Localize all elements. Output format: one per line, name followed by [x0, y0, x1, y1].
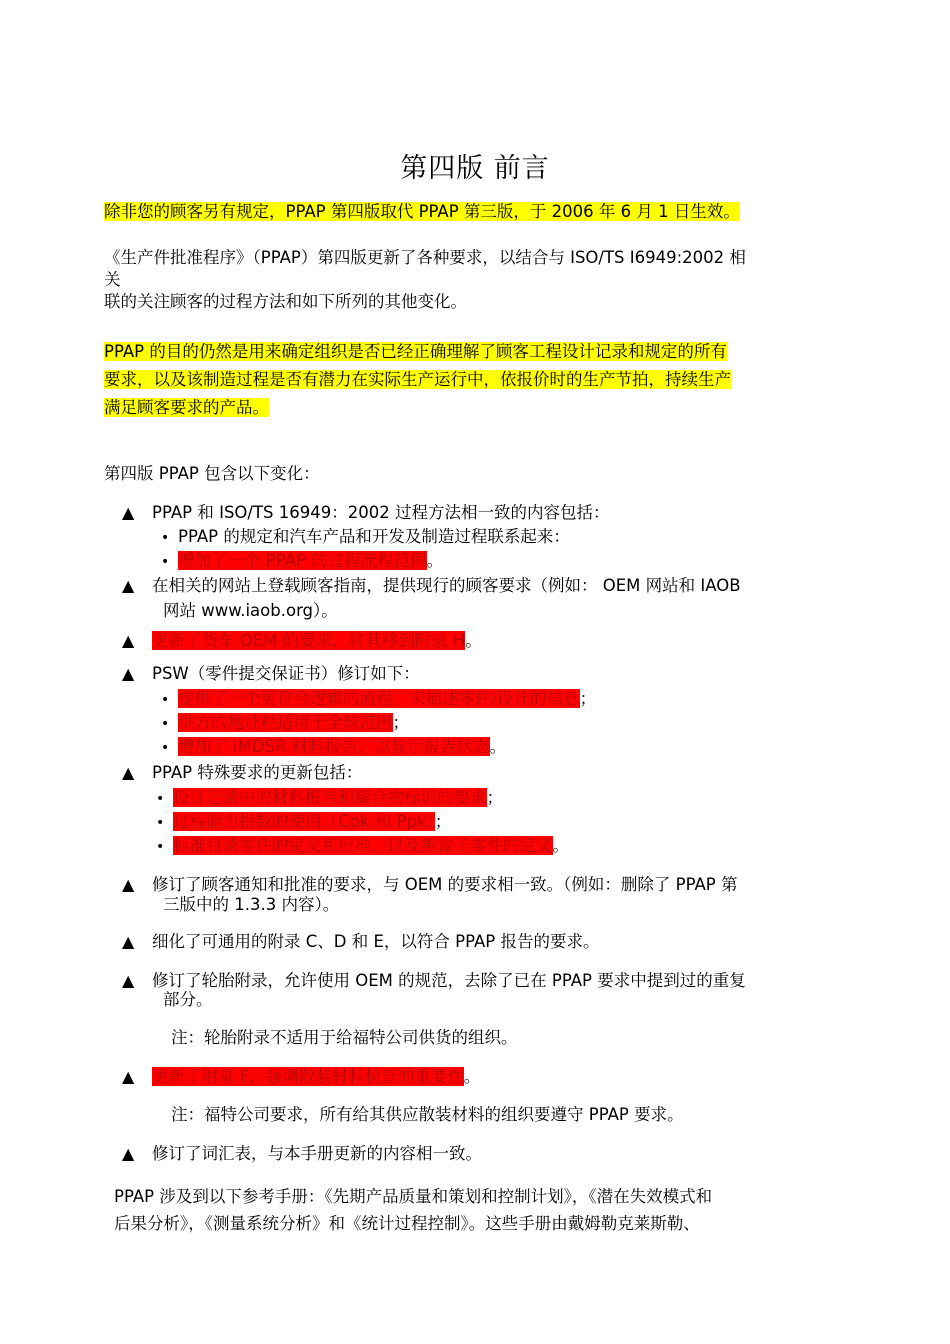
effective-date-text: 除非您的顾客另有规定，PPAP 第四版取代 PPAP 第三版，于 2006 年 6 月 1 日生效。: [104, 202, 740, 221]
note-2: 注：福特公司要求，所有给其供应散装材料的组织要遵守 PPAP 要求。: [171, 1105, 684, 1124]
punct: 。: [426, 551, 444, 570]
purpose-text-2: 要求，以及该制造过程是否有潜力在实际生产运行中，依报价时的生产节拍，持续生产: [104, 370, 731, 389]
change-item-4-sub-2: [178, 712, 409, 734]
red-highlight-text: 更新了附录 F，强调散装材料检查的重要性: [152, 1067, 464, 1086]
red-highlight-text: 更新了货车 OEM 的要求，将其移到附录 H: [152, 631, 466, 650]
triangle-bullet-icon: ▲: [122, 763, 135, 782]
punct: 。: [463, 1067, 481, 1086]
change-item-9: [152, 1066, 480, 1088]
purpose-line-2: [104, 368, 731, 392]
purpose-text-3: 满足顾客要求的产品。: [104, 398, 269, 417]
triangle-bullet-icon: ▲: [122, 932, 135, 951]
triangle-bullet-icon: ▲: [122, 503, 135, 522]
change-item-6-line-2: 三版中的 1.3.3 内容）。: [163, 895, 340, 914]
triangle-bullet-icon: ▲: [122, 576, 135, 595]
dot-bullet-icon: •: [161, 530, 170, 546]
red-highlight-text: 设计记录中的材料报告和聚合物标识的要求: [173, 788, 487, 807]
change-item-4: PSW（零件提交保证书）修订如下：: [152, 664, 420, 683]
intro-line-1: 《生产件批准程序》（PPAP）第四版更新了各种要求，以结合与 ISO/TS I6949:2002 相: [104, 248, 746, 267]
dot-bullet-icon: •: [161, 692, 170, 708]
red-highlight-text: 增加了一个 PPAP 的过程流程范例: [178, 551, 427, 570]
dot-bullet-icon: •: [161, 740, 170, 756]
dot-bullet-icon: •: [156, 791, 165, 807]
triangle-bullet-icon: ▲: [122, 875, 135, 894]
red-highlight-text: 供方的地址栏适用于全球范围: [178, 713, 393, 732]
punct: ；: [486, 788, 503, 807]
red-highlight-text: 提供了一个更符合逻辑的流程，来描述零件/设计的信息: [178, 689, 580, 708]
change-item-8-line-1: 修订了轮胎附录，允许使用 OEM 的规范，去除了已在 PPAP 要求中提到过的重复: [152, 971, 746, 990]
change-item-5-sub-3: [173, 835, 569, 857]
punct: 。: [489, 737, 507, 756]
change-item-3: [152, 630, 482, 652]
intro-line-2: 关: [104, 270, 121, 289]
punct: ；: [434, 812, 452, 831]
change-item-5: PPAP 特殊要求的更新包括：: [152, 763, 363, 782]
red-highlight-text: 增加了 IMDSR 材料报告，以显示报告状态: [178, 737, 490, 756]
change-item-4-sub-1: [178, 688, 596, 710]
change-item-5-sub-2: [173, 811, 451, 833]
punct: ；: [392, 713, 409, 732]
change-item-10: 修订了词汇表，与本手册更新的内容相一致。: [152, 1144, 482, 1163]
intro-line-3: 联的关注顾客的过程方法和如下所列的其他变化。: [104, 292, 467, 311]
effective-date-paragraph: [104, 201, 740, 223]
change-item-6-line-1: 修订了顾客通知和批准的要求，与 OEM 的要求相一致。（例如：删除了 PPAP 第: [152, 875, 738, 894]
reference-line-1: PPAP 涉及到以下参考手册：《先期产品质量和策划和控制计划》，《潜在失效模式和: [114, 1187, 713, 1206]
change-item-4-sub-3: [178, 736, 506, 758]
punct: 。: [465, 631, 482, 650]
change-item-2-line-1: 在相关的网站上登载顾客指南，提供现行的顾客要求（例如： OEM 网站和 IAOB: [152, 576, 741, 595]
triangle-bullet-icon: ▲: [122, 1067, 135, 1086]
purpose-line-3: [104, 396, 269, 420]
red-highlight-text: 标准目录零件的定义和批准，以及黑盒子零件的定义: [173, 836, 553, 855]
triangle-bullet-icon: ▲: [122, 631, 135, 650]
changes-intro: 第四版 PPAP 包含以下变化：: [104, 464, 320, 483]
note-1: 注：轮胎附录不适用于给福特公司供货的组织。: [171, 1028, 518, 1047]
punct: 。: [552, 836, 569, 855]
change-item-2-line-2: 网站 www.iaob.org）。: [163, 601, 338, 620]
triangle-bullet-icon: ▲: [122, 971, 135, 990]
dot-bullet-icon: •: [161, 554, 170, 570]
purpose-line-1: [104, 340, 727, 364]
purpose-text-1: PPAP 的目的仍然是用来确定组织是否已经正确理解了顾客工程设计记录和规定的所有: [104, 342, 727, 361]
dot-bullet-icon: •: [161, 716, 170, 732]
dot-bullet-icon: •: [156, 815, 165, 831]
red-highlight-text: 过程能力指数的使用（Cpk 和 Ppk）: [173, 812, 435, 831]
triangle-bullet-icon: ▲: [122, 664, 135, 683]
change-item-7: 细化了可通用的附录 C、D 和 E，以符合 PPAP 报告的要求。: [152, 932, 600, 951]
change-item-5-sub-1: [173, 787, 503, 809]
change-item-1-sub-1: PPAP 的规定和汽车产品和开发及制造过程联系起来：: [178, 527, 570, 546]
dot-bullet-icon: •: [156, 839, 165, 855]
change-item-1-sub-2: [178, 550, 443, 572]
triangle-bullet-icon: ▲: [122, 1144, 135, 1163]
page-title: 第四版 前言: [400, 153, 550, 184]
change-item-1: PPAP 和 ISO/TS 16949：2002 过程方法相一致的内容包括：: [152, 503, 610, 522]
change-item-8-line-2: 部分。: [163, 990, 213, 1009]
reference-line-2: 后果分析》，《测量系统分析》和《统计过程控制》。这些手册由戴姆勒克莱斯勒、: [114, 1214, 700, 1233]
punct: ；: [579, 689, 597, 708]
